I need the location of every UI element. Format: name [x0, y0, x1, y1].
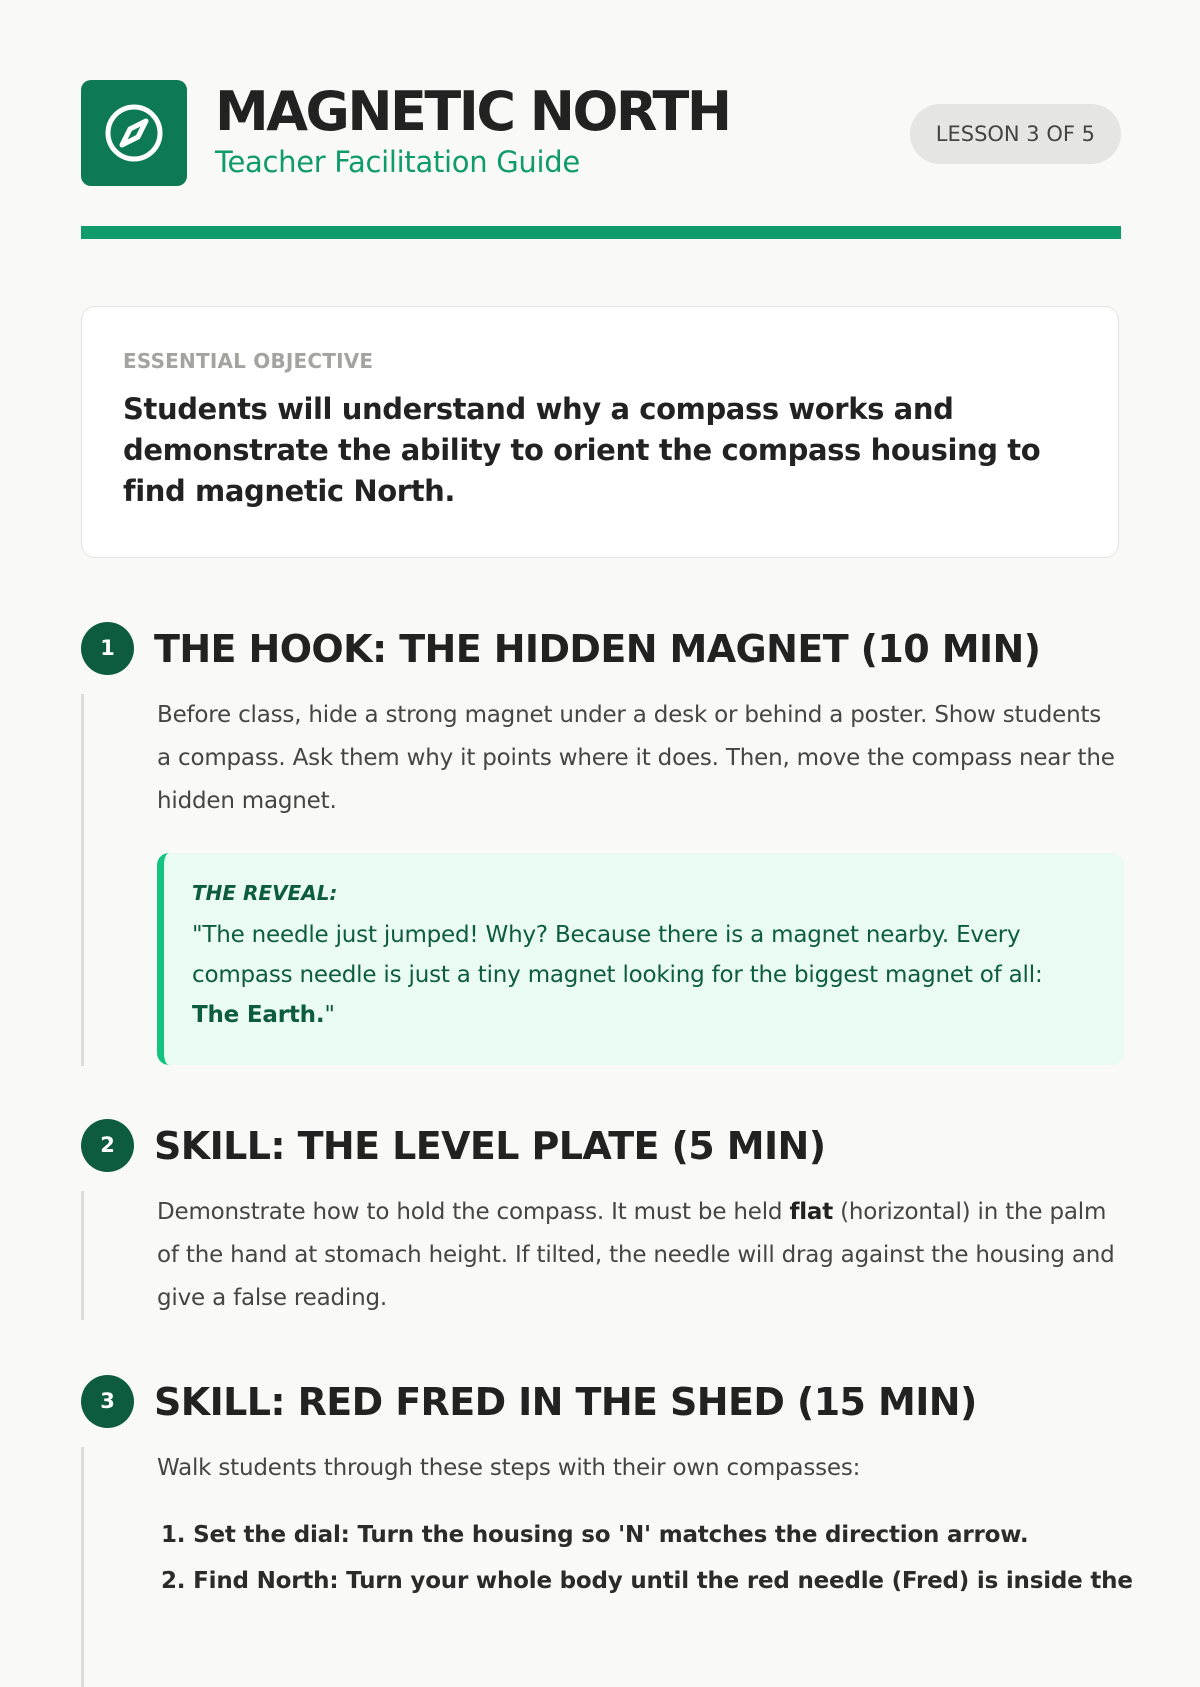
paragraph-text-bold: flat — [789, 1199, 834, 1225]
section-title: THE HOOK: THE HIDDEN MAGNET (10 MIN) — [154, 627, 1041, 671]
callout-text — [192, 915, 1094, 1035]
list-item: 1. Set the dial: Turn the housing so 'N' matches the direction arrow. — [161, 1522, 1029, 1548]
header-divider — [81, 226, 1121, 239]
section-paragraph: Before class, hide a strong magnet under a desk or behind a poster. Show students a compass. Ask them why it points where it does. Then, move the compass near the hidden magnet. — [157, 702, 1115, 814]
callout-text-after: " — [324, 1002, 335, 1028]
page-subtitle: Teacher Facilitation Guide — [215, 145, 580, 179]
callout-label: THE REVEAL: — [192, 881, 338, 905]
section-body — [81, 1447, 1133, 1687]
reveal-callout — [157, 853, 1124, 1065]
list-item: 2. Find North: Turn your whole body until the red needle (Fred) is inside the — [161, 1568, 1133, 1594]
section-body — [81, 1191, 1121, 1320]
section-header — [81, 1119, 1121, 1173]
lesson-badge: LESSON 3 OF 5 — [910, 104, 1121, 164]
callout-text-bold: The Earth. — [192, 1002, 325, 1028]
page-header — [81, 80, 1121, 188]
section-header — [81, 1375, 1121, 1429]
objective-label: ESSENTIAL OBJECTIVE — [123, 349, 374, 373]
compass-icon — [102, 101, 166, 165]
step-number-badge: 1 — [81, 622, 134, 675]
steps-list — [157, 1512, 1133, 1604]
section-header — [81, 622, 1121, 676]
step-number-badge: 2 — [81, 1119, 134, 1172]
paragraph-text-after: (horizontal) in the palm of the hand at stomach height. If tilted, the needle will drag against the housing and give a false reading. — [157, 1199, 1115, 1311]
title-block — [215, 80, 730, 180]
section-level-plate — [81, 1119, 1121, 1311]
paragraph-text-before: Demonstrate how to hold the compass. It must be held — [157, 1199, 790, 1225]
callout-text-before: "The needle just jumped! Why? Because there is a magnet nearby. Every compass needle is just a tiny magnet looking for the biggest magnet of all: — [192, 922, 1043, 988]
section-paragraph — [157, 1191, 1121, 1320]
logo — [81, 80, 187, 186]
section-title: SKILL: THE LEVEL PLATE (5 MIN) — [154, 1124, 826, 1168]
section-body — [81, 694, 1121, 1066]
page-title: MAGNETIC NORTH — [215, 80, 730, 143]
section-hook — [81, 622, 1121, 1028]
section-paragraph: Walk students through these steps with their own compasses: — [157, 1455, 861, 1481]
objective-text: Students will understand why a compass works and demonstrate the ability to orient the compass housing to find magnetic North. — [123, 392, 1041, 508]
lesson-guide-page — [81, 80, 1133, 1594]
step-number-badge: 3 — [81, 1375, 134, 1428]
section-red-fred — [81, 1375, 1133, 1594]
objective-card — [81, 306, 1119, 558]
section-title: SKILL: RED FRED IN THE SHED (15 MIN) — [154, 1380, 977, 1424]
